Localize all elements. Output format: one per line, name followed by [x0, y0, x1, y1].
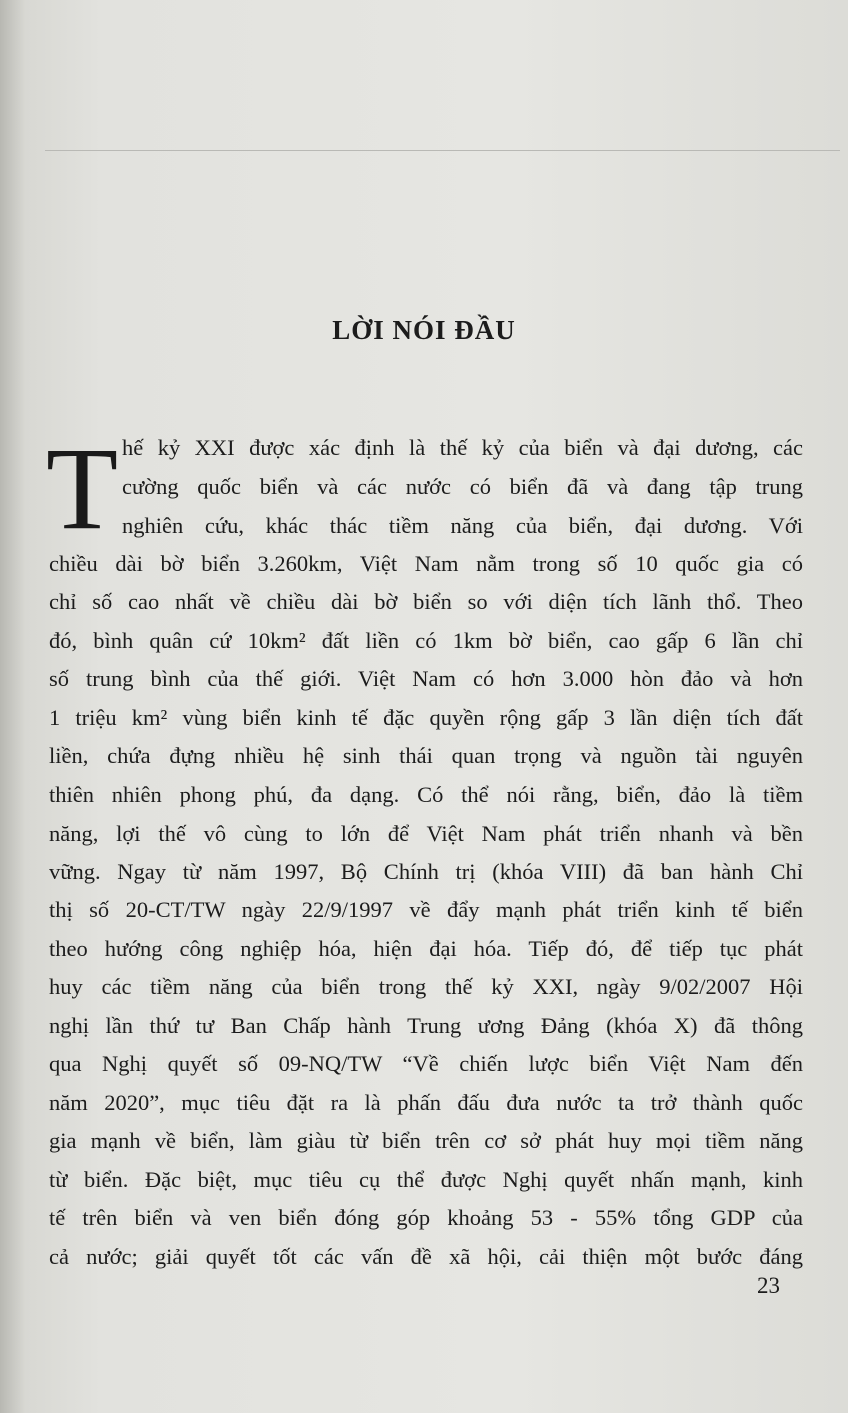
text-line: chỉ số cao nhất về chiều dài bờ biển so với diện tích lãnh thổ. Theo [49, 589, 803, 614]
text-line: tế trên biển và ven biển đóng góp khoảng 53 - 55% tổng GDP của [49, 1205, 803, 1230]
text-line: cường quốc biển và các nước có biển đã và đang tập trung [122, 474, 803, 499]
text-line: gia mạnh về biển, làm giàu từ biển trên cơ sở phát huy mọi tiềm năng [49, 1128, 803, 1153]
text-line: thiên nhiên phong phú, đa dạng. Có thể nói rằng, biển, đảo là tiềm [49, 782, 803, 807]
text-line: cả nước; giải quyết tốt các vấn đề xã hội, cải thiện một bước đáng [49, 1244, 803, 1269]
text-line: vững. Ngay từ năm 1997, Bộ Chính trị (khóa VIII) đã ban hành Chỉ [49, 859, 803, 884]
drop-cap: T [46, 423, 119, 554]
text-line: thị số 20-CT/TW ngày 22/9/1997 về đẩy mạnh phát triển kinh tế biển [49, 897, 803, 922]
text-line: 1 triệu km² vùng biển kinh tế đặc quyền rộng gấp 3 lần diện tích đất [49, 705, 803, 730]
header-rule [45, 150, 840, 151]
text-line: theo hướng công nghiệp hóa, hiện đại hóa. Tiếp đó, để tiếp tục phát [49, 936, 803, 961]
text-line: số trung bình của thế giới. Việt Nam có hơn 3.000 hòn đảo và hơn [49, 666, 803, 691]
text-line: qua Nghị quyết số 09-NQ/TW “Về chiến lược biển Việt Nam đến [49, 1051, 803, 1076]
text-line: năng, lợi thế vô cùng to lớn để Việt Nam phát triển nhanh và bền [49, 821, 803, 846]
text-line: từ biển. Đặc biệt, mục tiêu cụ thể được Nghị quyết nhấn mạnh, kinh [49, 1167, 803, 1192]
text-line: nghiên cứu, khác thác tiềm năng của biển, đại dương. Với [122, 513, 803, 538]
text-line: huy các tiềm năng của biển trong thế kỷ XXI, ngày 9/02/2007 Hội [49, 974, 803, 999]
page-title: LỜI NÓI ĐẦU [332, 315, 516, 345]
text-line: năm 2020”, mục tiêu đặt ra là phấn đấu đưa nước ta trở thành quốc [49, 1090, 803, 1115]
text-line: đó, bình quân cứ 10km² đất liền có 1km bờ biển, cao gấp 6 lần chỉ [49, 628, 803, 653]
text-line: hế kỷ XXI được xác định là thế kỷ của biển và đại dương, các [122, 435, 803, 460]
text-line: chiều dài bờ biển 3.260km, Việt Nam nằm trong số 10 quốc gia có [49, 551, 803, 576]
text-line: liền, chứa đựng nhiều hệ sinh thái quan trọng và nguồn tài nguyên [49, 743, 803, 768]
text-line: nghị lần thứ tư Ban Chấp hành Trung ương Đảng (khóa X) đã thông [49, 1013, 803, 1038]
show-through [120, 100, 126, 138]
page-number: 23 [757, 1273, 780, 1298]
